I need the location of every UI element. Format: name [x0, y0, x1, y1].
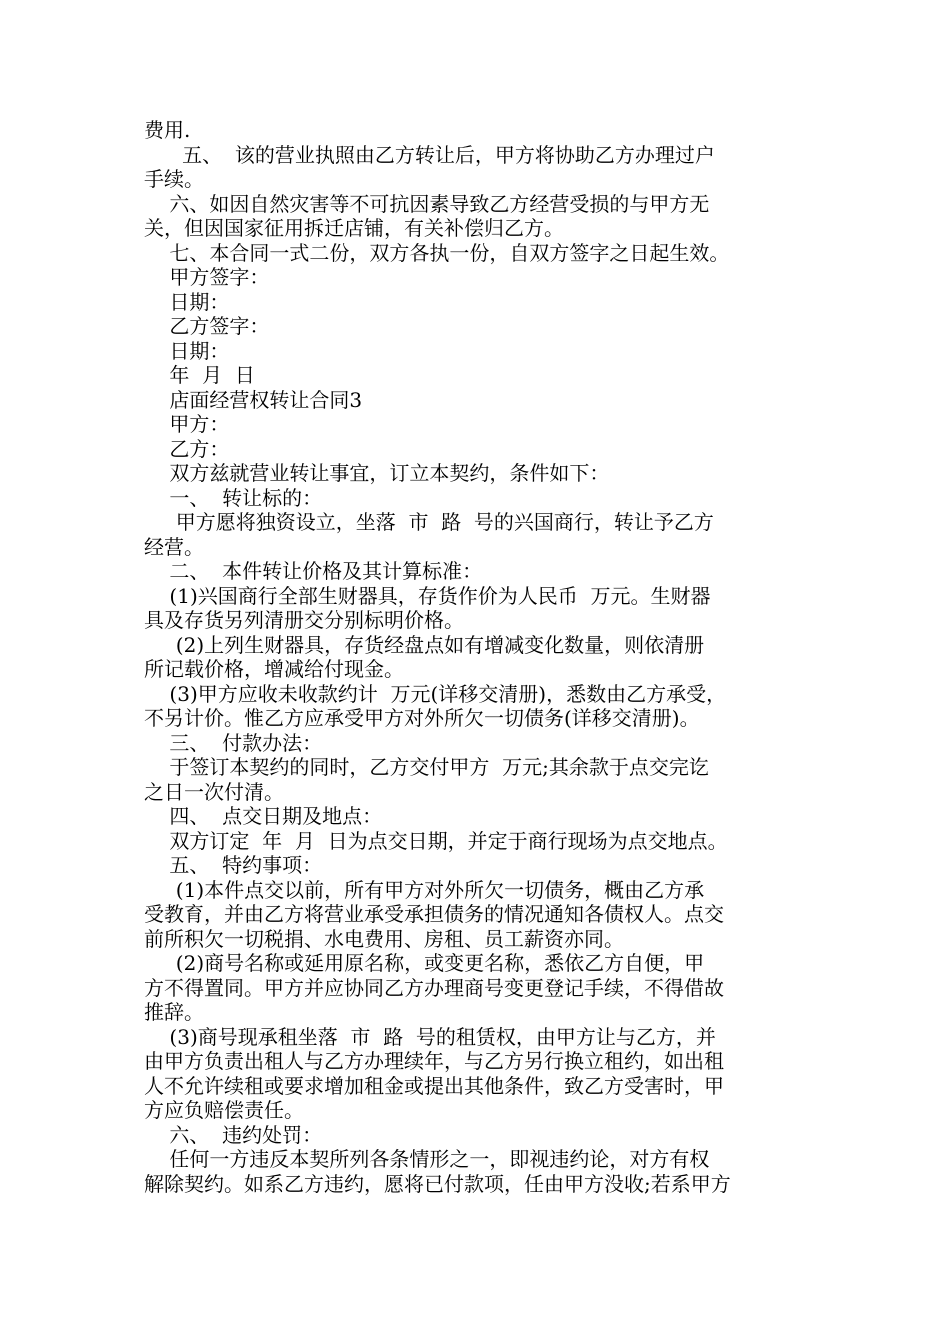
text-line: 双方订定 年 月 日为点交日期，并定于商行现场为点交地点。	[144, 828, 728, 853]
text-line: 所记载价格，增减给付现金。	[144, 657, 404, 681]
text-line: 前所积欠一切税捐、水电费用、房租、员工薪资亦同。	[144, 926, 624, 951]
text-line: 乙方：	[144, 436, 230, 461]
text-line: 推辞。	[144, 1000, 204, 1024]
text-line: (2)上列生财器具，存货经盘点如有增减变化数量，则依清册	[144, 632, 705, 657]
text-line: 三、 付款办法：	[144, 730, 323, 755]
text-line: 五、 特约事项：	[144, 853, 323, 877]
text-line: 年 月 日	[144, 363, 255, 387]
text-line: 甲方签字：	[144, 265, 270, 289]
text-line: 经营。	[144, 534, 204, 559]
text-line: 一、 转让标的：	[144, 485, 323, 510]
text-line: 由甲方负责出租人与乙方办理续年，与乙方另行换立租约，如出租	[144, 1049, 724, 1073]
text-line: 受教育，并由乙方将营业承受承担债务的情况通知各债权人。点交	[144, 902, 724, 926]
text-line: (1)兴国商行全部生财器具，存货作价为人民币 万元。生财器	[144, 583, 711, 608]
text-line: 四、 点交日期及地点：	[144, 804, 383, 828]
text-line: 方不得置同。甲方并应协同乙方办理商号变更登记手续，不得借故	[144, 975, 724, 1000]
section-title: 店面经营权转让合同3	[144, 387, 363, 412]
text-line: 五、 该的营业执照由乙方转让后，甲方将协助乙方办理过户	[144, 142, 715, 167]
text-line: 方应负赔偿责任。	[144, 1098, 304, 1122]
text-line: 六、如因自然灾害等不可抗因素导致乙方经营受损的与甲方无	[144, 191, 710, 216]
text-line: 人不允许续租或要求增加租金或提出其他条件，致乙方受害时，甲	[144, 1073, 724, 1098]
text-line: 双方兹就营业转让事宜，订立本契约，条件如下：	[144, 461, 610, 485]
text-line: 日期：	[144, 289, 230, 314]
text-line: 二、 本件转让价格及其计算标准：	[144, 559, 483, 583]
text-line: 乙方签字：	[144, 314, 270, 338]
text-line: (1)本件点交以前，所有甲方对外所欠一切债务，概由乙方承	[144, 877, 705, 902]
text-line: 费用.	[144, 118, 191, 142]
text-line: 于签订本契约的同时，乙方交付甲方 万元;其余款于点交完讫	[144, 755, 709, 779]
text-line: 七、本合同一式二份，双方各执一份，自双方签字之日起生效。	[144, 240, 730, 265]
text-line: 任何一方违反本契所列各条情形之一，即视违约论，对方有权	[144, 1147, 710, 1171]
text-line: 甲方愿将独资设立，坐落 市 路 号的兴国商行，转让予乙方	[144, 510, 714, 534]
text-line: 日期：	[144, 338, 230, 363]
text-line: 具及存货另列清册交分别标明价格。	[144, 608, 464, 632]
text-line: 甲方：	[144, 412, 230, 436]
text-line: 关，但因国家征用拆迁店铺，有关补偿归乙方。	[144, 216, 564, 240]
text-line: 六、 违约处罚：	[144, 1122, 323, 1147]
contract-text	[144, 118, 824, 1196]
text-line: 之日一次付清。	[144, 779, 284, 804]
text-line: (3)商号现承租坐落 市 路 号的租赁权，由甲方让与乙方，并	[144, 1024, 716, 1049]
text-line: (2)商号名称或延用原名称，或变更名称，悉依乙方自便，甲	[144, 951, 705, 975]
text-line: (3)甲方应收未收款约计 万元(详移交清册)，悉数由乙方承受，	[144, 681, 727, 706]
text-line: 不另计价。惟乙方应承受甲方对外所欠一切债务(详移交清册)。	[144, 706, 700, 730]
text-line: 手续。	[144, 167, 204, 191]
text-line: 解除契约。如系乙方违约，愿将已付款项，任由甲方没收;若系甲方	[144, 1171, 731, 1196]
